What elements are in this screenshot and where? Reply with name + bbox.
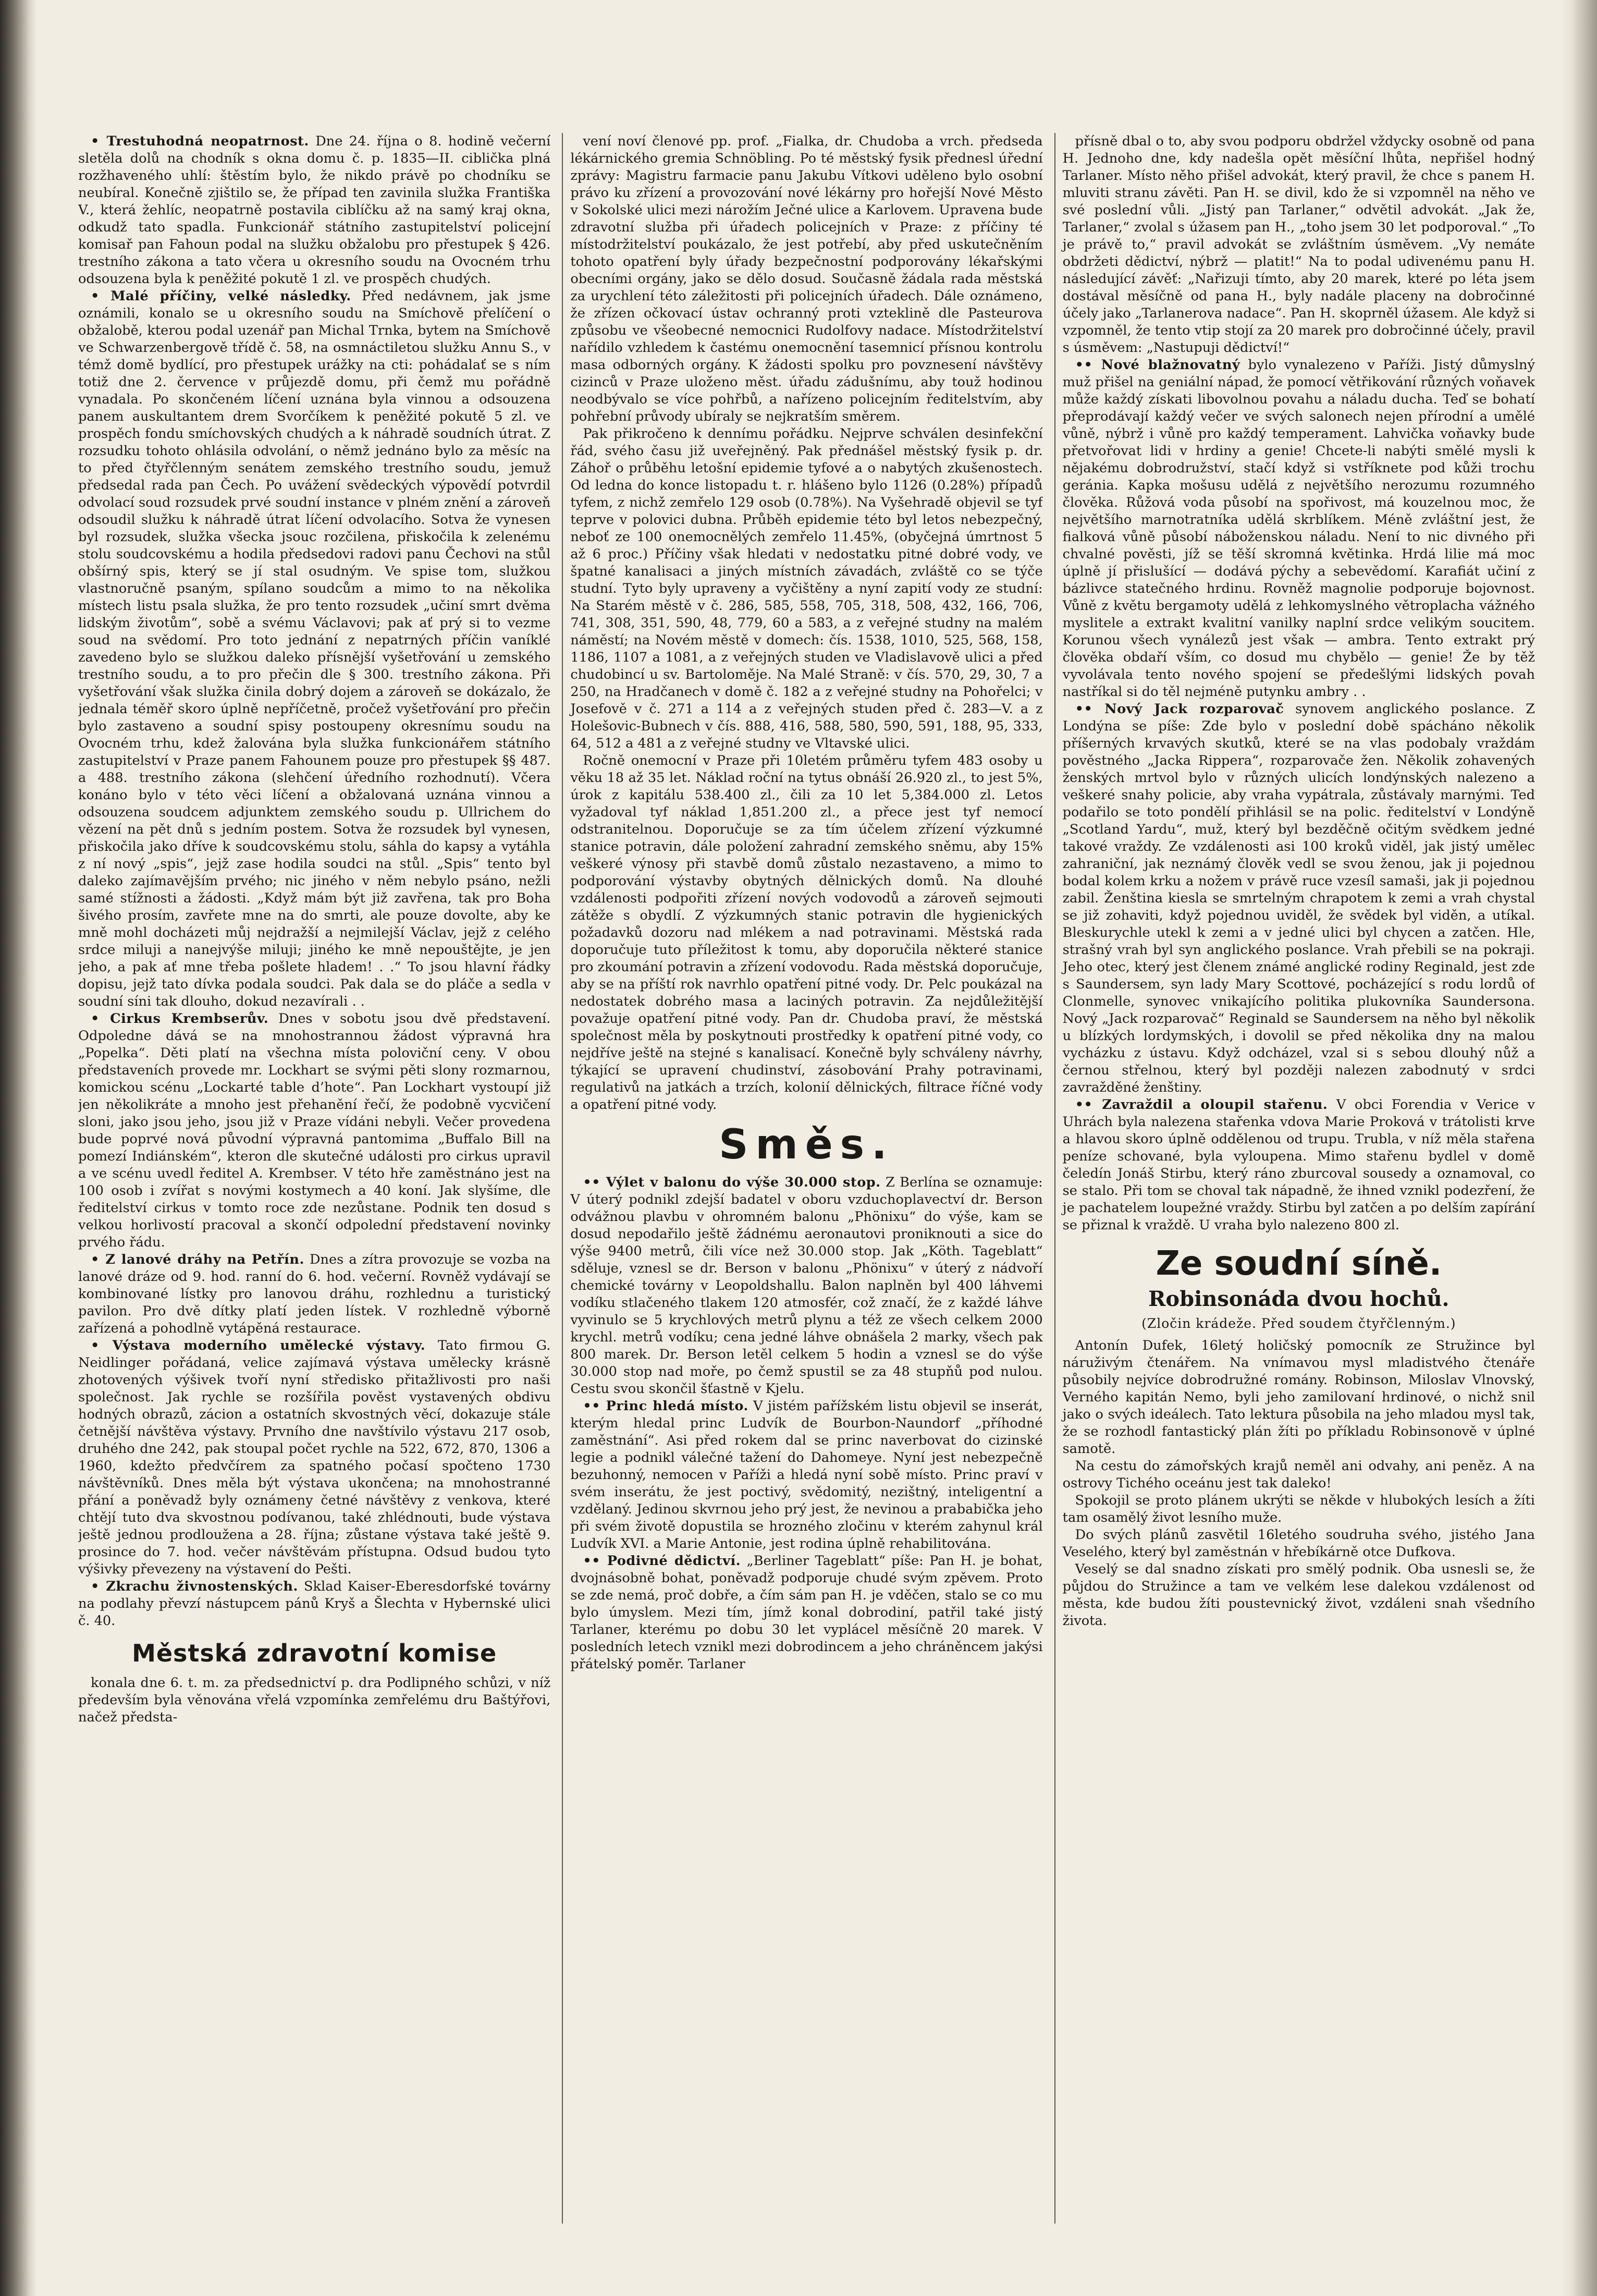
article-heading: •• Podivné dědictví. <box>583 1553 741 1569</box>
article-text: Sklad Kaiser-Eberesdorfské továrny na podlahy převzí nástupcem pánů Kryš a Šlechta v Hybernské ulici č. 40. <box>78 1579 551 1629</box>
article-paragraph <box>570 1398 1042 1553</box>
article-text: V jistém pařížském listu objevil se inserát, kterým hledal princ Ludvík de Bourbon-Naundorf „příhodné zaměstnání“. Asi před rokem dal se princ naverbovat do cizinské legie a podnikl válečné tažení do Dahomeye. Nyní jest nebezpečně bezuhonný, nemocen v Paříži a hledá nyní sobě místo. Princ praví v svém inserátu, že jest poctivý, svědomitý, nezištný, inteligentní a vzdělaný. Jedinou skvrnou jeho prý jest, že nevinou a prababička jeho při svém životě dopustila se hrozného zločinu v kterém zahynul král Ludvík XVI. a Marie Antonie, jest rodina úplně rehabilitována. <box>570 1398 1043 1552</box>
article-paragraph <box>1063 1492 1535 1526</box>
article-paragraph <box>78 288 550 1010</box>
article-heading: •• Nové blažnovatný <box>1075 357 1240 373</box>
article-text: Dnes v sobotu jsou dvě představení. Odpoledne dává se na mnohostrannou žádost výpravná hra „Popelka“. Děti platí na všechna místa poloviční ceny. V obou představeních provede mr. Lockhart se svými pěti slony rozmarnou, komickou scénu „Lockarté table d’hote“. Pan Lockhart vystoupí již jen několikráte a mnoho jest přehanění řečí, že podobně vycvičení sloni, jako jsou jeho, jsou již v Praze vídáni nebyli. Večer provedena bude poprvé nová původní výpravná pantomima „Buffalo Bill na pomezí Indiánském“, kteron dle skutečné události pro cirkus upravil a ve scénu uvedl ředitel A. Krembser. V této hře zaměstnáno jest na 100 osob i zvířat s novými kostymech a 40 koní. Jak slyšíme, dle ředitelství cirkus v tomto roce zde nezůstane. Podnik ten dosud s velkou horlivostí pracoval a skončí odpolední představení novinky prvého řádu. <box>78 1011 551 1250</box>
article-paragraph <box>1063 1526 1535 1561</box>
article-text: V obci Forendia v Verice v Uhrách byla nalezena stařenka vdova Marie Proková v trátolisti krve a hlavou skoro úplně oddělenou od trupu. Trubla, v níž měla stařena peníze schované, byla vyloupena. Mimo stařenu bydlel v domě čeledín Jonáš Stirbu, který ráno zburcoval sousedy a oznamoval, co se stalo. Při tom se choval tak nápadně, že ihned vznikl podezření, že je pachatelem loupežné vraždy. Stirbu byl zatčen a po delším zapírání se přiznal k vraždě. U vraha bylo nalezeno 800 zl. <box>1062 1097 1535 1233</box>
article-text: Do svých plánů zasvětil 16letého soudruha svého, jistého Jana Veselého, který byl zaměstnán v hřebíkárně otce Dufkova. <box>1062 1527 1535 1560</box>
column-2 <box>562 133 1042 2224</box>
article-text: bylo vynalezeno v Paříži. Jistý důmyslný muž přišel na geniální nápad, že pomocí větřikování různých voňavek může každý získati libovolnou povahu a náladu ducha. Teď se bohatí přeprodávají každý večer ve svých salonech nejen přírodní a umělé vůně, nýbrž i vůně pro každý temperament. Lahvička voňavky bude přetvořovat lidi v hrdiny a genie! Chcete-li nabýti smělé mysli k nějakému dobrodružství, stačí když si vstříknete pod kůži trochu geránia. Kapka mošusu udělá z největšího nerozumu rozumného člověka. Růžová voda působí na spořivost, má kouzelnou moc, že největšího marnotratníka udělá skrblíkem. Méně zvláštní jest, že fialková vůně působí náboženskou náladu. Není to nic divného při chvalné pověsti, jíž se těší skromná květinka. Hrdá lilie má moc úplně jí přislušící — dodává pýchy a sebevědomí. Karafiát učiní z bázlivce statečného hrdinu. Rovněž magnolie podporuje bojovnost. Vůně z květu bergamoty udělá z lehkomyslného větroplacha vážného myslitele a extrakt kvalitní vanilky naplní srdce velikým soucitem. Korunou všech vynálezů jest však — ambra. Tento extrakt prý člověka obdaří vším, co dosud mu chybělo — genie! Že by těž vyvolávala tento nového spojení se předešlými lidských povah nastříkal si do těl nejméně putynku ambry . . <box>1062 357 1535 700</box>
article-text: Před nedávnem, jak jsme oznámili, konalo se u okresního soudu na Smíchově přelíčení o obžalobě, kterou podal uzenář pan Michal Trnka, bytem na Smíchově ve Schwarzenbergově třídě č. 58, na osmnáctiletou služku Annu S., v témž domě bydlící, pro přestupek urážky na cti: pohádalať se s ním totiž dne 2. července v průjezdě domu, při čemž mu pořádně vynadala. Po skončeném líčení uznána byla vinnou a odsouzena panem auskultantem drem Svorčíkem k peněžité pokutě 5 zl. ve prospěch fondu smíchovských chudých a k náhradě soudních útrat. Z rozsudku tohoto ohlásila odvolání, o němž jednáno bylo za měsíc na to před čtyřčlenným senátem zemského trestního soudu, jemuž předsedal rada pan Čech. Po uvážení svědeckých výpovědí potvrdil odvolací soud rozsudek prvé soudní instance v plném znění a zároveň odsoudil služku k náhradě útrat líčení odvolacího. Sotva že vynesen byl rozsudek, služka všecka jsouc rozčilena, přiskočila k zelenému stolu soudcovskému a hodila předsedovi radovi panu Čechovi na stůl obšírný spis, který se jí stal osudným. Ve spise tom, služkou vlastnoručně psaným, spílano soudcům a mimo to na několika místech listu psala služka, že pro tento rozsudek „učiní smrt dvěma lidským životům“, sobě a svému Václavovi; pak ať prý si to vezme soud na svědomí. Pro toto jednání z nepatrných příčin vaníklé zavedeno bylo se služkou daleko přísnější vyšetřování u zemského trestního soudu, a to pro přečin dle § 300. trestního zákona. Při vyšetřování však služka činila dobrý dojem a zároveň se dokázalo, že jednala téměř skoro úplně nepříčetně, pročež vyšetřování pro přečin bylo zastaveno a soudní spisy postoupeny okresnímu soudu na Ovocném trhu, kdež žalována byla služka funkcionářem státního zastupitelství v Praze panem Fahounem pouze pro přestupek §§ 487. a 488. trestního zákona (slehčení úředního rozhodnutí). Včera konáno bylo v této věci líčení a obžalovaná uznána vinnou a odsouzena soudcem adjunktem zemského soudu p. Ullrichem do vězení na pět dnů s jedním postem. Sotva že rozsudek byl vynesen, přiskočila jako dříve k soudcovskému stolu, sáhla do kapsy a vytáhla z ní nový „spis“, jejž zase hodila soudci na stůl. „Spis“ tento byl daleko zajímavějším prvého; nic jiného v něm nebylo psáno, nežli samé stížnosti a žádosti. „Když mám být již zavřena, tak pro Boha šivého prosím, zavřete mne na do smrti, ale pouze dovolte, aby ke mně mohl docházeti můj nejdražší a nejmilejší Václav, jejž z celého srdce miluji a nanejvýše miluji; jiného ke mně nepouštějte, je jen jeho, a pak ať mne třeba pošlete hladem! . .“ To jsou hlavní řádky dopisu, jejž tato dívka podala soudci. Pak dala se do pláče a sedla v soudní síni tak dlouho, dokud nezavírali . . <box>78 288 551 1009</box>
article-paragraph <box>1063 1458 1535 1492</box>
article-paragraph <box>570 133 1042 425</box>
article-heading: •• Výlet v balonu do výše 30.000 stop. <box>583 1175 881 1190</box>
article-text: Na cestu do zámořských krajů neměl ani odvahy, ani peněz. A na ostrovy Tichého oceánu jest tak daleko! <box>1062 1458 1535 1491</box>
article-paragraph <box>1063 1337 1535 1458</box>
article-paragraph <box>78 1337 550 1578</box>
court-article-subtitle: (Zločin krádeže. Před soudem čtyřčlenným.) <box>1141 1316 1456 1331</box>
article-paragraph <box>1063 1096 1535 1234</box>
article-heading: •• Nový Jack rozparovač <box>1075 701 1284 717</box>
article-paragraph <box>570 1553 1042 1673</box>
article-text: Tato firmou G. Neidlinger pořádaná, velice zajímavá výstava umělecky krásně zhotovených výšivek tvoří nyní středisko přitažlivosti pro naši společnost. Jak rychle se rozšířila pověst vystavených obdivu hodných obrazů, zácion a ostatních skvostných věcí, dokazuje stále četnější návštěva výstavy. Prvního dne navštívilo výstavu 217 osob, druhého dne 242, pak stoupal počet rychle na 522, 672, 870, 1306 a 1960, kdežto předvčírem za spatného počasí spočteno 1730 návštěvníků. Dnes měla být výstava ukončena; na mnohostranné přání a poněvadž byly oznámeny četné návštěvy z venkova, které chtějí tuto dva skvostnou podívanou, také zhlédnouti, bude výstava ještě jednou prodloužena a 28. října; zůstane výstava také ještě 9. prosince do 7. hod. večer návštěvám přístupna. Odsud budou tyto výšivky převezeny na výstavení do Pešti. <box>78 1338 551 1577</box>
page-edge <box>1561 0 1597 2296</box>
article-heading: • Zkrachu živnostenských. <box>91 1579 298 1594</box>
article-text: Dnes a zítra provozuje se vozba na lanové dráze od 9. hod. ranní do 6. hod. večerní. Rovněž vydávají se kombinované lístky pro lanovou dráhu, rozhlednu a turistický pavilon. Pro dvě dítky platí jeden lístek. V rozhledně výborně zařízená a pohodlně vytápěná restaurace. <box>78 1252 551 1336</box>
article-paragraph <box>1063 701 1535 1096</box>
article-heading: • Malé příčiny, velké následky. <box>91 288 351 304</box>
article-paragraph <box>570 1174 1042 1398</box>
section-title-court: Ze soudní síně. <box>1156 1244 1442 1283</box>
article-paragraph <box>570 425 1042 752</box>
section-title: Městská zdravotní komise <box>132 1639 497 1667</box>
court-article-title: Robinsonáda dvou hochů. <box>1148 1287 1449 1311</box>
article-text: Dne 24. října o 8. hodině večerní sletěla dolů na chodník s okna domu č. p. 1835—II. ciblička plná rozžhaveného uhlí: štěstím bylo, že nikdo právě po chodníku se neubíral. Konečně zjištilo se, že případ ten zavinila služka Františka V., která žehlíc, neopatrně postavila ciblíčku až na samý kraj okna, odkudž tato spadla. Funkcionář státního zastupitelství policejní komisař pan Fahoun podal na služku obžalobu pro přestupek § 426. trestního zákona a tato včera u okresního soudu na Ovocném trhu odsouzena byla k peněžité pokutě 1 zl. ve prospěch chudých. <box>78 133 551 287</box>
column-3 <box>1054 133 1535 2224</box>
article-paragraph <box>78 1251 550 1337</box>
article-heading: •• Zavraždil a oloupil stařenu. <box>1075 1097 1328 1113</box>
article-text: „Berliner Tageblatt“ píše: Pan H. je bohat, dvojnásobně bohat, poněvadž podporuje chudé svým zpěvem. Proto se zde nemá, proč dobře, a čím sám pan H. je vděčen, stalo se co mu bylo úmyslem. Mezi tím, jímž konal dobrodiní, patřil také jistý Tarlaner, kterému po dobu 30 let vyplácel měsíčně 20 marek. V posledních letech vznikl mezi dobrodincem a jeho chráněncem jakýsi přátelský poměr. Tarlaner <box>570 1553 1043 1672</box>
article-heading: • Výstava moderního umělecké výstavy. <box>91 1338 426 1353</box>
article-heading: • Z lanové dráhy na Petřín. <box>91 1252 304 1267</box>
binding-edge <box>0 0 36 2296</box>
article-paragraph <box>78 1675 550 1726</box>
newspaper-page <box>78 133 1535 2224</box>
article-paragraph <box>1063 133 1535 357</box>
article-text: Z Berlína se oznamuje: V úterý podnikl zdejší badatel v oboru vzduchoplavectví dr. Berson odvážnou plavbu v ohromném balonu „Phönixu“ do výše, kam se dosud nepodařilo ještě žádnému aeronautovi proniknouti a sice do výše 9400 metrů, čili více než 30.000 stop. Jak „Köth. Tageblatt“ sděluje, vznesl se dr. Berson v balonu „Phönixu“ v úterý z nádvoří chemické továrny v Leopoldshallu. Balon naplněn byl 400 láhvemi vodíku stlačeného tlakem 120 atmosfér, což značí, že z každé láhve vyvinulo se 5 krychlových metrů plynu a též ze všech celkem 2000 krychl. metrů vodíku; cena jedné láhve obnášela 2 marky, všech pak 800 marek. Dr. Berson letěl celkem 5 hodin a vznesl se do výše 30.000 stop nad moře, po čemž spustil se za 48 stupňů pod nulou. Cestu svou skončil šťastně v Kjelu. <box>570 1175 1043 1397</box>
article-text: Antonín Dufek, 16letý holičský pomocník ze Stružince byl náruživým čtenářem. Na vnímavou mysl mladistvého čtenáře působily nejvíce dobrodružné romány. Robinson, Miloslav Vlnovský, Verného kapitán Nemo, byli jeho zamilovaní hrdinové, o nichž snil jako o svých ideálech. Tato lektura působila na jeho mladou mysl tak, že se rozhodl fantastický plán žíti po příkladu Robinsonově v úplné samotě. <box>1062 1338 1535 1457</box>
article-paragraph <box>78 1578 550 1630</box>
article-text: konala dne 6. t. m. za předsednictví p. dra Podlipného schůzi, v níž především byla věnována vřelá vzpomínka zemřelému dru Baštýřovi, načež předsta- <box>78 1675 551 1725</box>
article-paragraph <box>570 752 1042 1114</box>
article-paragraph <box>78 1010 550 1251</box>
article-text: Pak přikročeno k dennímu pořádku. Nejprve schválen desinfekční řád, svého času již uveřejněný. Pak přednášel městský fysik p. dr. Záhoř o průběhu letošní epidemie tyfové a o nabytých zkušenostech. Od ledna do konce listopadu t. r. hlášeno bylo 1126 (0.28%) případů tyfem, z nichž zemřelo 129 osob (0.78%). Na Vyšehradě objevil se tyf teprve v polovici dubna. Průběh epidemie této byl letos nebezpečný, neboť ze 100 onemocnělých zemřelo 11.45%, (obyčejná úmrtnost 5 až 6 proc.) Příčiny však hledati v nedostatku pitné dobré vody, ve špatné kanalisaci a jiných místních závadách, zvláště co se týče studní. Tyto byly upraveny a vyčištěny a nyní zapití vody ze studní: Na Starém městě v č. 286, 585, 558, 705, 318, 508, 432, 166, 706, 741, 308, 351, 590, 48, 779, 60 a 583, a z veřejné studny na malém náměstí; na Novém městě v domech: čís. 1538, 1010, 525, 568, 158, 1186, 1107 a 1081, a z veřejných studen ve Vladislavově ulici a před chudobincí u sv. Bartoloměje. Na Malé Straně: v čís. 570, 29, 30, 7 a 250, na Hradčanech v domě č. 182 a z veřejné studny na Pohořelci; v Josefově v č. 271 a 114 a z veřejných studen před č. 283—V. a z Holešovic-Bubnech v čís. 888, 416, 588, 580, 590, 591, 188, 95, 333, 64, 512 a 481 a z veřejné studny ve Vltavské ulici. <box>570 426 1043 751</box>
article-paragraph <box>78 133 550 288</box>
article-paragraph <box>1063 1561 1535 1630</box>
article-paragraph <box>1063 357 1535 701</box>
article-text: Veselý se dal snadno získati pro smělý podnik. Oba usnesli se, že půjdou do Stružince a tam ve velkém lese dalekou vzdálenost od města, kde budou žíti poustevnický život, vzdáleni snah všedního života. <box>1062 1561 1535 1629</box>
column-1 <box>78 133 550 2224</box>
article-heading: • Cirkus Krembserův. <box>91 1011 269 1027</box>
article-text: vení noví členové pp. prof. „Fialka, dr. Chudoba a vrch. předseda lékárnického gremia Schnöbling. Po té městský fysik přednesl úřední zprávy: Magistru farmacie panu Jakubu Vítkovi uděleno bylo osobní právo ku zřízení a provozování nové lékárny pro hořejší Nové Město v Sokolské ulici mezi nárožím Ječné ulice a Karlovem. Upravena bude zdravotní služba při úřadech policejních v Praze: z příčiny té místodržitelství poukázalo, že jest potřebí, aby před uskutečněním tohoto opatření byly úřady bezpečnostní podporovány lékařskými obecními orgány, jako se dělo dosud. Současně žádala rada městská za urychlení této záležitosti při policejních úřadech. Dále oznámeno, že zřízen očkovací ústav ochranný proti vzteklině dle Pasteurova způsobu ve všeobecné nemocnici Rudolfovy nadace. Místodržitelství nařídilo vzhledem k častému onemocnění tasemnicí přísnou kontrolu masa odborných orgány. K žádosti spolku pro povznesení návštěvy cizinců v Praze uloženo měst. úřadu zádušnímu, aby touž hodinou neodbývalo se více pohřbů, a nařízeno policejním ředitelstvím, aby pohřební průvody ubíraly se nejkratším směrem. <box>570 133 1043 424</box>
article-text: přísně dbal o to, aby svou podporu obdržel vždycky osobně od pana H. Jednoho dne, kdy nadešla opět měsíční lhůta, nepřišel hodný Tarlaner. Místo něho přišel advokát, který pravil, že chce s panem H. mluviti stranu závěti. Pan H. se divil, kdo že si vzpomněl na něho ve své poslední vůli. „Jistý pan Tarlaner,“ odvětil advokát. „Jak že, Tarlaner,“ zvolal s úžasem pan H., „toho jsem 30 let podporoval.“ „To je právě to,“ pravil advokát se zvláštním úsměvem. „Vy nemáte obdržeti dědictví, nýbrž — platit!“ Na to podal udivenému panu H. následující závěť: „Nařizuji tímto, aby 20 marek, které po léta jsem dostával měsíčně od pana H., byly nadále placeny na dobročinné účely jako „Tarlanerova nadace“. Pan H. skoprněl úžasem. Ale když si vzpomněl, že tento vtip stojí za 20 marek pro dobročinné účely, pravil s úsměvem: „Nastupuji dědictví!“ <box>1062 133 1535 356</box>
section-title-smes: Směs. <box>719 1121 894 1168</box>
article-text: synovem anglického poslance. Z Londýna se píše: Zde bylo v poslední době spácháno několik příšerných krvavých skutků, které se na vlas podobaly vraždám pověstného „Jacka Rippera“, rozparovače žen. Několik zohavených ženských mrtvol bylo v různých ulicích londýnských nalezeno a veškeré snahy policie, aby vraha vypátrala, zůstávaly marnými. Teď podařilo se toto pondělí přihlásil se na polic. ředitelství v Londýně „Scotland Yardu“, muž, který byl bezděčně očitým svědkem jedné takové vraždy. Ze vzdálenosti asi 100 kroků viděl, jak jistý umělec zahraniční, jak neznámý člověk vedl se svou ženou, jak ji pojednou bodal kolem krku a nožem v právě ruce vzesíl samaši, jak ji pojednou zabil. Ženština kiesla se smrtelným chrapotem k zemi a vrah chystal se již zohaviti, když pojednou uviděl, že svědek byl viděn, a utíkal. Bleskurychle utekl k zemi a v jedné ulici byl chycen a zatčen. Hle, strašný vrah byl syn anglického poslance. Vrah přebili se na pokraji. Jeho otec, který jest členem známé anglické rodiny Reginald, jest zde s Saundersem, syn lady Mary Scottové, pocházející s rodu lordů of Clonmelle, synovec vnikajícího politika plukovníka Saundersona. Nový „Jack rozparovač“ Reginald se Saundersem na něho byl několik u blízkých lordymských, i dovolil se před několika dny na malou vycházku z ústavu. Když odcházel, vzal si s sebou dlouhý nůž a černou střelnou, který byl později nalezen zabodnutý v srdci zavražděné ženštiny. <box>1062 701 1535 1095</box>
article-text: Spokojil se proto plánem ukrýti se někde v hlubokých lesích a žíti tam osamělý život lesního muže. <box>1062 1493 1535 1525</box>
article-text: Ročně onemocní v Praze při 10letém průměru tyfem 483 osoby u věku 18 až 35 let. Náklad roční na tytus obnáší 26.920 zl., to jest 5%, úrok z kapitálu 538.400 zl., čili za 10 let 5,384.000 zl. Letos vyžadoval tyf náklad 1,851.200 zl., a přece jest tyf nemocí odstranitelnou. Doporučuje se za tím účelem zřízení výzkumné stanice potravin, dále položení zahradní zemského sněmu, aby 15% veškeré výnosy při stavbě domů zůstalo nezastaveno, a mimo to podporování výstavby obytných dělnických domů. Na dlouhé vzdálenosti podpořiti zřízení nových vodovodů a zároveň sejmouti zátěže s obydlí. Z výzkumných stanic potravin dle hygienických požadavků dozoru nad mlékem a nad potravinami. Městská rada doporučuje tuto příležitost k tomu, aby doporučila některé stanice pro zkoumání potravin a zřízení vodovodu. Rada městská doporučuje, aby se na příští rok navrhlo opatření pitné vody. Dr. Pelc poukázal na nedostatek dobrého masa a laciných potravin. Za nejdůležitější považuje opatření pitné vody. Pan dr. Chudoba praví, že městská společnost měla by poskytnouti prostředky k opatření pitné vody, co nejdříve ještě na stejné s kanalisací. Konečně byly schváleny návrhy, týkající se upravení chudinství, zásobování Prahy potravinami, regulativů na jatkách a trzích, kolonií dělnických, filtrace říčné vody a opatření pitné vody. <box>570 753 1043 1113</box>
article-heading: •• Princ hledá místo. <box>583 1398 748 1414</box>
article-heading: • Trestuhodná neopatrnost. <box>91 133 309 149</box>
